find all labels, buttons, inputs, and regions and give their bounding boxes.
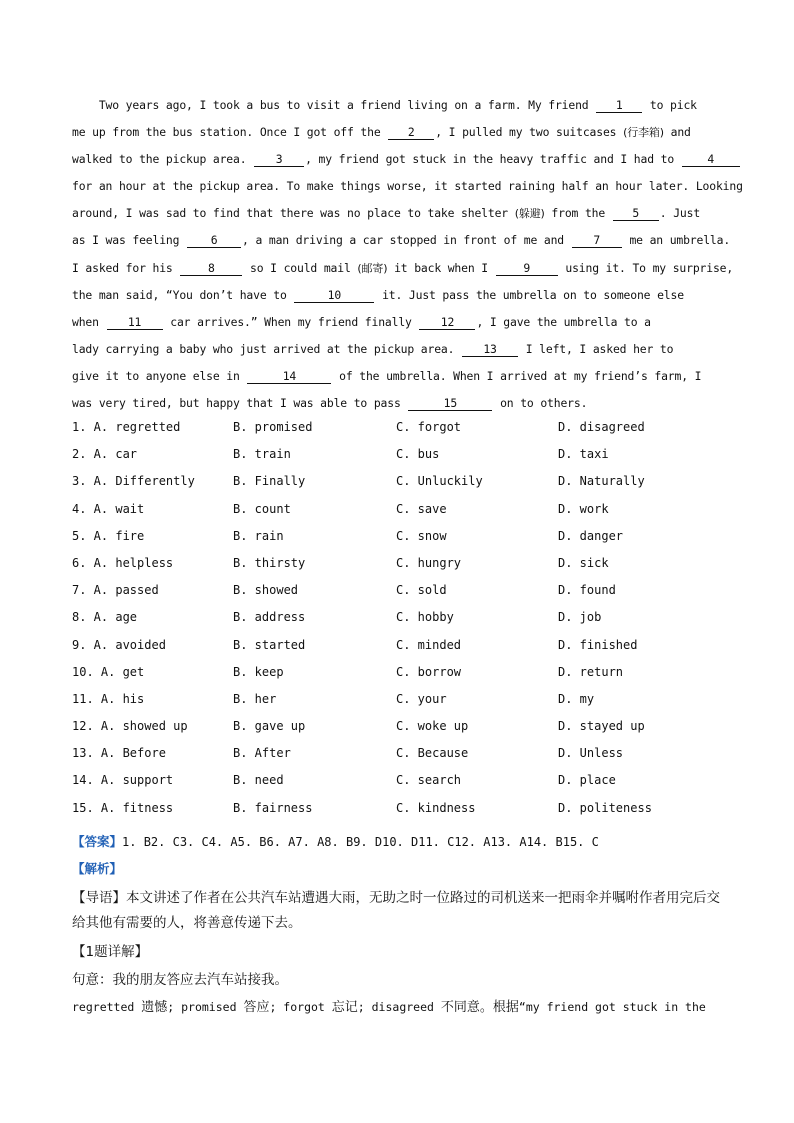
passage-text: I left, I asked her to [519,341,674,356]
vocab-cn: 不同意。根据 [440,1000,519,1015]
passage-text: me an umbrella. [622,233,731,248]
passage-text: it. Just pass the umbrella on to someone else [375,287,684,302]
blank-9: 9 [496,261,558,276]
vocab-cn: 忘记 [331,1000,358,1015]
blank-12: 12 [419,315,475,330]
option-d: D. disagreed [558,420,645,434]
option-row [72,719,722,746]
option-c: C. sold [396,583,447,598]
option-a: 14. A. support [72,773,174,788]
blank-10: 10 [294,288,374,303]
detail-heading: 【1题详解】 [72,944,149,960]
vocab-cn: 答应 [243,1000,270,1015]
passage-text: give it to anyone else in [72,368,247,383]
gloss: (行李箱) [623,126,664,140]
vocab-en: ; promised [167,1000,244,1014]
option-row [72,773,722,800]
vocab-en: ; forgot [269,1000,332,1014]
passage-text: the man said, “You don’t have to [72,287,294,302]
option-b: B. After [233,746,291,761]
answer-label: 【答案】 [72,834,123,849]
passage-line [72,146,722,173]
option-c: C. save [396,501,447,516]
option-c: C. minded [396,637,462,652]
vocab-en: “my friend got stuck in the [518,1000,706,1014]
option-c: C. forgot [396,420,462,434]
options-list [72,420,722,828]
option-a: 10. A. get [72,664,145,679]
passage-line [72,173,743,200]
passage-text: walked to the pickup area. [72,152,254,167]
blank-11: 11 [107,315,163,330]
option-c: C. hobby [396,610,454,625]
passage-text: was very tired, but happy that I was able to pass [72,396,408,411]
option-row [72,502,722,529]
passage-text: , my friend got stuck in the heavy traffic and I had to [305,152,681,167]
gloss: (邮寄) [357,261,388,275]
option-d: D. return [558,664,624,679]
gloss: (躲避) [514,207,545,221]
passage-text: for an hour at the pickup area. To make things worse, it started raining half an hour later. Looking [72,179,743,194]
passage-text: when [72,314,106,329]
answer-line [72,832,599,850]
blank-13: 13 [462,342,518,357]
option-b: B. rain [233,528,284,543]
option-b: B. Finally [233,474,306,489]
option-b: B. showed [233,583,299,598]
option-a: 3. A. Differently [72,474,195,489]
option-a: 5. A. fire [72,528,145,543]
vocab-cn: 遗憾 [141,1000,168,1015]
blank-3: 3 [254,152,304,167]
option-a: 2. A. car [72,447,138,462]
passage-text: , a man driving a car stopped in front of me and [242,233,571,248]
option-row [72,665,722,692]
option-b: B. train [233,447,291,462]
passage-line [72,336,722,363]
option-c: C. borrow [396,664,462,679]
analysis-label: 【解析】 [72,861,123,876]
passage-text: to pick [643,98,697,112]
option-d: D. my [558,691,595,706]
option-a: 12. A. showed up [72,719,188,734]
passage-text: as I was feeling [72,233,187,248]
option-a: 15. A. fitness [72,800,174,815]
blank-1: 1 [596,98,642,113]
blank-4: 4 [682,152,740,167]
passage-text: around, I was sad to find that there was no place to take shelter [72,206,515,221]
passage-text: of the umbrella. When I arrived at my friend’s farm, I [332,368,702,383]
option-d: D. stayed up [558,719,645,734]
vocab-en: regretted [72,1000,142,1014]
option-c: C. search [396,773,462,788]
option-b: B. started [233,637,306,652]
option-b: B. count [233,501,291,516]
passage-text: from the [544,206,612,221]
passage-text: , I pulled my two suitcases [435,125,624,140]
passage-line [72,227,731,254]
vocab-line [72,996,722,1015]
blank-2: 2 [388,125,434,140]
option-d: D. danger [558,528,624,543]
option-a: 13. A. Before [72,746,166,761]
option-a: 9. A. avoided [72,637,166,652]
option-d: D. place [558,773,616,788]
option-b: B. fairness [233,800,313,815]
option-b: B. need [233,773,284,788]
vocab-en: ; disagreed [357,1000,441,1014]
passage-text: . Just [659,206,701,221]
passage-text: and [663,125,691,140]
blank-7: 7 [572,233,622,248]
analysis-label-line [72,858,122,877]
cloze-passage [72,92,743,417]
option-row [72,801,722,828]
passage-text: using it. To my surprise, [558,260,734,275]
passage-text: I asked for his [72,260,180,275]
option-d: D. taxi [558,447,609,462]
option-a: 1. A. regretted [72,420,181,434]
option-a: 7. A. passed [72,583,159,598]
option-row [72,420,722,447]
sentence-meaning: 句意：我的朋友答应去汽车站接我。 [72,972,288,988]
option-d: D. work [558,501,609,516]
option-c: C. hungry [396,555,462,570]
passage-text: lady carrying a baby who just arrived at the pickup area. [72,341,462,356]
option-d: D. finished [558,637,638,652]
option-c: C. Unluckily [396,474,483,489]
option-b: B. keep [233,664,284,679]
passage-text: so I could mail [243,260,358,275]
blank-14: 14 [247,369,331,384]
option-c: C. Because [396,746,469,761]
passage-text: on to others. [493,396,588,411]
option-d: D. Unless [558,746,624,761]
passage-line [72,255,734,282]
passage-line [72,309,722,336]
passage-line [72,119,722,146]
option-a: 4. A. wait [72,501,145,516]
option-b: B. gave up [233,719,306,734]
option-b: B. address [233,610,306,625]
guide-text: 本文讲述了作者在公共汽车站遭遇大雨，无助之时一位路过的司机送来一把雨伞并嘱咐作者用完后交给其他有需要的人，将善意传递下去。 [72,890,720,931]
option-c: C. your [396,691,447,706]
option-b: B. thirsty [233,555,306,570]
guide-paragraph [72,886,722,936]
option-c: C. kindness [396,800,476,815]
blank-6: 6 [187,233,241,248]
option-c: C. snow [396,528,447,543]
option-d: D. found [558,583,616,598]
option-d: D. sick [558,555,609,570]
passage-text: me up from the bus station. Once I got off the [72,125,388,140]
option-row [72,556,722,583]
option-c: C. woke up [396,719,469,734]
option-b: B. promised [233,420,313,434]
option-row [72,447,722,474]
passage-line [72,363,722,390]
answer-text: 1. B2. C3. C4. A5. B6. A7. A8. B9. D10. D11. C12. A13. A14. B15. C [122,835,599,849]
passage-text: car arrives.” When my friend finally [163,314,419,329]
option-row [72,746,722,773]
option-b: B. her [233,691,277,706]
option-d: D. Naturally [558,474,645,489]
option-a: 8. A. age [72,610,138,625]
blank-5: 5 [613,206,659,221]
blank-8: 8 [180,261,242,276]
passage-line [72,92,722,119]
option-row [72,638,722,665]
option-d: D. job [558,610,602,625]
passage-line [72,200,722,227]
passage-text: it back when I [387,260,495,275]
option-row [72,583,722,610]
option-d: D. politeness [558,800,652,815]
guide-label: 【导语】 [72,890,126,906]
option-a: 6. A. helpless [72,555,174,570]
passage-line [72,282,722,309]
passage-line [72,390,722,417]
option-c: C. bus [396,447,440,462]
blank-15: 15 [408,396,492,411]
option-row [72,610,722,637]
option-a: 11. A. his [72,691,145,706]
option-row [72,692,722,719]
passage-text: , I gave the umbrella to a [476,314,651,329]
option-row [72,474,722,501]
option-row [72,529,722,556]
passage-text: Two years ago, I took a bus to visit a friend living on a farm. My friend [72,98,596,112]
